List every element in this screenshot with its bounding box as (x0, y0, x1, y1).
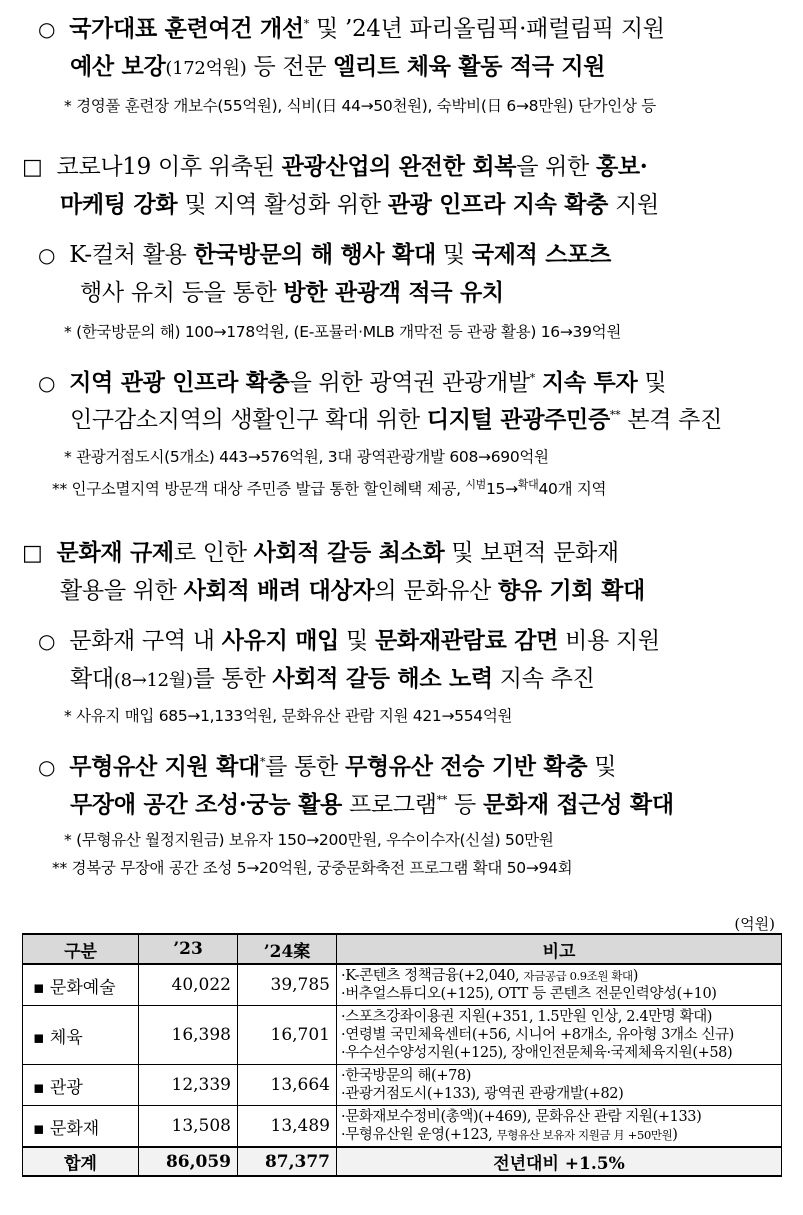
value-2023-cell: 12,339 (139, 1065, 238, 1106)
bullet-line (38, 622, 660, 655)
text: 등 전문 (246, 54, 334, 80)
value-2023-cell: 16,398 (139, 1006, 238, 1065)
text: 지원 (608, 192, 659, 218)
text-bold: 문화재 접근성 확대 (482, 791, 674, 818)
text: ) (672, 1127, 678, 1143)
circle-bullet-icon: ○ (38, 371, 56, 395)
text: ·K-콘텐츠 정책금융(+2,040, (341, 968, 524, 984)
total-2024-cell: 87,377 (238, 1147, 337, 1176)
bullet-line (70, 786, 674, 819)
text: 15→ (485, 480, 518, 498)
remark-line: ·연령별 국민체육센터(+56, 시니어 +8개소, 유아형 3개소 신규) (341, 1027, 734, 1043)
bullet-line (38, 236, 611, 269)
text-bold: 국가대표 훈련여건 개선 (69, 15, 304, 42)
header-2023: ’23 (139, 934, 238, 964)
text-bold: 엘리트 체육 활동 적극 지원 (333, 53, 606, 80)
table-row (23, 1006, 782, 1065)
footnote: * 경영풀 훈련장 개보수(55억원), 식비(日 44→50천원), 숙박비(日 6→8만원) 단가인상 등 (64, 97, 656, 115)
footnote: ** 경복궁 무장애 공간 조성 5→20억원, 궁중문화축전 프로그램 확대 50→94회 (52, 859, 573, 877)
total-row (23, 1147, 782, 1176)
category-cell: ▪ 관광 (23, 1065, 139, 1106)
footnote-mark: * (529, 371, 535, 385)
category-cell: ▪ 체육 (23, 1006, 139, 1065)
text: 무형유산 보유자 지원금 月 +50만원 (496, 1128, 673, 1142)
text-bold: 사유지 매입 (221, 627, 340, 654)
value-2024-cell: 13,489 (238, 1106, 337, 1148)
footnote: * (무형유산 월정지원금) 보유자 150→200만원, 우수이수자(신설) 50만원 (64, 831, 554, 849)
text: 확대 (70, 666, 114, 692)
bullet-line (70, 660, 595, 693)
text-bold: 사회적 배려 대상자 (183, 577, 375, 604)
superscript-label: 시범 (465, 477, 486, 491)
text-bold: 사회적 갈등 최소화 (253, 539, 445, 566)
remark-line: ·버추얼스튜디오(+125), OTT 등 콘텐츠 전문인력양성(+10) (341, 986, 717, 1002)
text-bold: 무형유산 지원 확대 (69, 753, 260, 780)
budget-table (22, 933, 782, 1177)
text: 및 (339, 628, 375, 654)
square-bullet-icon: □ (22, 155, 43, 180)
text: 및 지역 활성화 위한 (177, 192, 388, 218)
text: 및 ’24년 파리올림픽·패럴림픽 지원 (309, 16, 665, 42)
table-row (23, 1065, 782, 1106)
remarks-cell (337, 1006, 782, 1065)
header-2024: ’24案 (238, 934, 337, 964)
text: 및 (637, 370, 667, 396)
remark-line (341, 967, 777, 985)
footnote-mark: * (259, 755, 266, 769)
text-bold: 한국방문의 해 행사 확대 (193, 241, 436, 268)
remark-line: ·문화재보수정비(총액)(+469), 문화유산 관람 지원(+133) (341, 1109, 702, 1125)
text: ·무형유산원 운영(+123, (341, 1127, 497, 1143)
circle-bullet-icon: ○ (38, 629, 56, 653)
value-2024-cell: 39,785 (238, 964, 337, 1006)
text: K-컬처 활용 (69, 242, 194, 268)
section-heading-line (60, 186, 659, 219)
section-heading-line (22, 534, 619, 567)
unit-label: (억원) (734, 915, 775, 933)
text: 을 위한 광역권 관광개발 (289, 370, 530, 396)
text: 를 통한 (265, 754, 345, 780)
bullet-line (38, 10, 665, 43)
bullet-line (38, 364, 666, 397)
text-bold: 사회적 갈등 해소 노력 (272, 665, 493, 692)
text-bold: 마케팅 강화 (60, 191, 178, 218)
text-bold: 지역 관광 인프라 확충 (69, 369, 290, 396)
text: 등 (447, 792, 483, 818)
text-bold: 관광산업의 완전한 회복 (281, 153, 517, 180)
remark-line (341, 1126, 777, 1144)
value-2023-cell: 40,022 (139, 964, 238, 1006)
footnote (52, 477, 606, 499)
text: 및 (587, 754, 617, 780)
square-bullet-icon: □ (22, 541, 43, 566)
circle-bullet-icon: ○ (38, 755, 56, 779)
text-bold: 예산 보강 (70, 53, 166, 80)
section-heading-line (22, 148, 648, 181)
table-header-row (23, 934, 782, 964)
text-bold: 지속 투자 (542, 369, 638, 396)
remarks-cell (337, 964, 782, 1006)
bullet-line (38, 748, 616, 781)
value-2024-cell: 13,664 (238, 1065, 337, 1106)
text: 40개 지역 (538, 480, 607, 498)
text-bold: 무형유산 전승 기반 확충 (344, 753, 588, 780)
text: 을 위한 (516, 154, 596, 180)
remarks-cell (337, 1065, 782, 1106)
text: 및 보편적 문화재 (444, 540, 619, 566)
footnote-mark: ** (436, 793, 448, 807)
remarks-cell (337, 1106, 782, 1148)
footnote-mark: * (303, 17, 309, 31)
section-heading-line (60, 572, 645, 605)
table-row (23, 964, 782, 1006)
remark-line: ·우수선수양성지원(+125), 장애인전문체육·국제체육지원(+58) (341, 1045, 733, 1061)
text-bold: 국제적 스포츠 (471, 241, 612, 268)
text-bold: 홍보· (595, 153, 648, 180)
text: 로 인한 (173, 540, 254, 566)
text-bold: 문화재 규제 (56, 539, 174, 566)
total-label-cell: 합계 (23, 1147, 139, 1176)
text: 인구감소지역의 생활인구 확대 위한 (70, 407, 427, 433)
text: 행사 유치 등을 통한 (80, 280, 284, 306)
text: 자금공급 0.9조원 확대 (523, 969, 633, 983)
bullet-line (70, 48, 605, 81)
bullet-line (70, 401, 722, 434)
remark-line: ·관광거점도시(+133), 광역권 관광개발(+82) (341, 1086, 624, 1102)
text: ) (632, 968, 639, 984)
footnote: * 관광거점도시(5개소) 443→576억원, 3대 광역관광개발 608→690억원 (64, 448, 549, 466)
text-bold: 향유 기회 확대 (498, 577, 645, 604)
footnote: * 사유지 매입 685→1,133억원, 문화유산 관람 지원 421→554억원 (64, 707, 513, 725)
text: 를 통한 (192, 666, 273, 692)
circle-bullet-icon: ○ (38, 17, 56, 41)
text: 활용을 위한 (60, 578, 184, 604)
text-bold: 방한 관광객 적극 유치 (283, 279, 504, 306)
text: 의 문화유산 (374, 578, 499, 604)
circle-bullet-icon: ○ (38, 243, 56, 267)
total-remark-cell: 전년대비 +1.5% (337, 1147, 782, 1176)
text: 비용 지원 (558, 628, 660, 654)
text (535, 370, 542, 396)
header-remarks: 비고 (337, 934, 782, 964)
header-category: 구분 (23, 934, 139, 964)
text: (172억원) (165, 58, 247, 79)
text-bold: 디지털 관광주민증 (426, 406, 610, 433)
remark-line: ·한국방문의 해(+78) (341, 1068, 471, 1084)
text-bold: 무장애 공간 조성·궁능 활용 (70, 791, 342, 818)
category-cell: ▪ 문화재 (23, 1106, 139, 1148)
text: 코로나19 이후 위축된 (56, 154, 282, 180)
text: 지속 추진 (492, 666, 595, 692)
text: ** 인구소멸지역 방문객 대상 주민증 발급 통한 할인혜택 제공, (52, 480, 466, 498)
value-2023-cell: 13,508 (139, 1106, 238, 1148)
bullet-line (80, 274, 504, 307)
category-cell: ▪ 문화예술 (23, 964, 139, 1006)
text: 프로그램 (341, 792, 437, 818)
text: 본격 추진 (620, 407, 722, 433)
text-bold: 문화재관람료 감면 (375, 627, 559, 654)
total-2023-cell: 86,059 (139, 1147, 238, 1176)
footnote: * (한국방문의 해) 100→178억원, (E-포뮬러·MLB 개막전 등 관광 활용) 16→39억원 (64, 323, 621, 341)
superscript-label: 확대 (517, 477, 539, 491)
text: (8→12월) (113, 670, 193, 691)
table-row (23, 1106, 782, 1148)
remark-line: ·스포츠강좌이용권 지원(+351, 1.5만원 인상, 2.4만명 확대) (341, 1009, 713, 1025)
text-bold: 관광 인프라 지속 확충 (387, 191, 609, 218)
footnote-mark: ** (609, 408, 621, 422)
text: 문화재 구역 내 (69, 628, 222, 654)
value-2024-cell: 16,701 (238, 1006, 337, 1065)
text: 및 (435, 242, 472, 268)
